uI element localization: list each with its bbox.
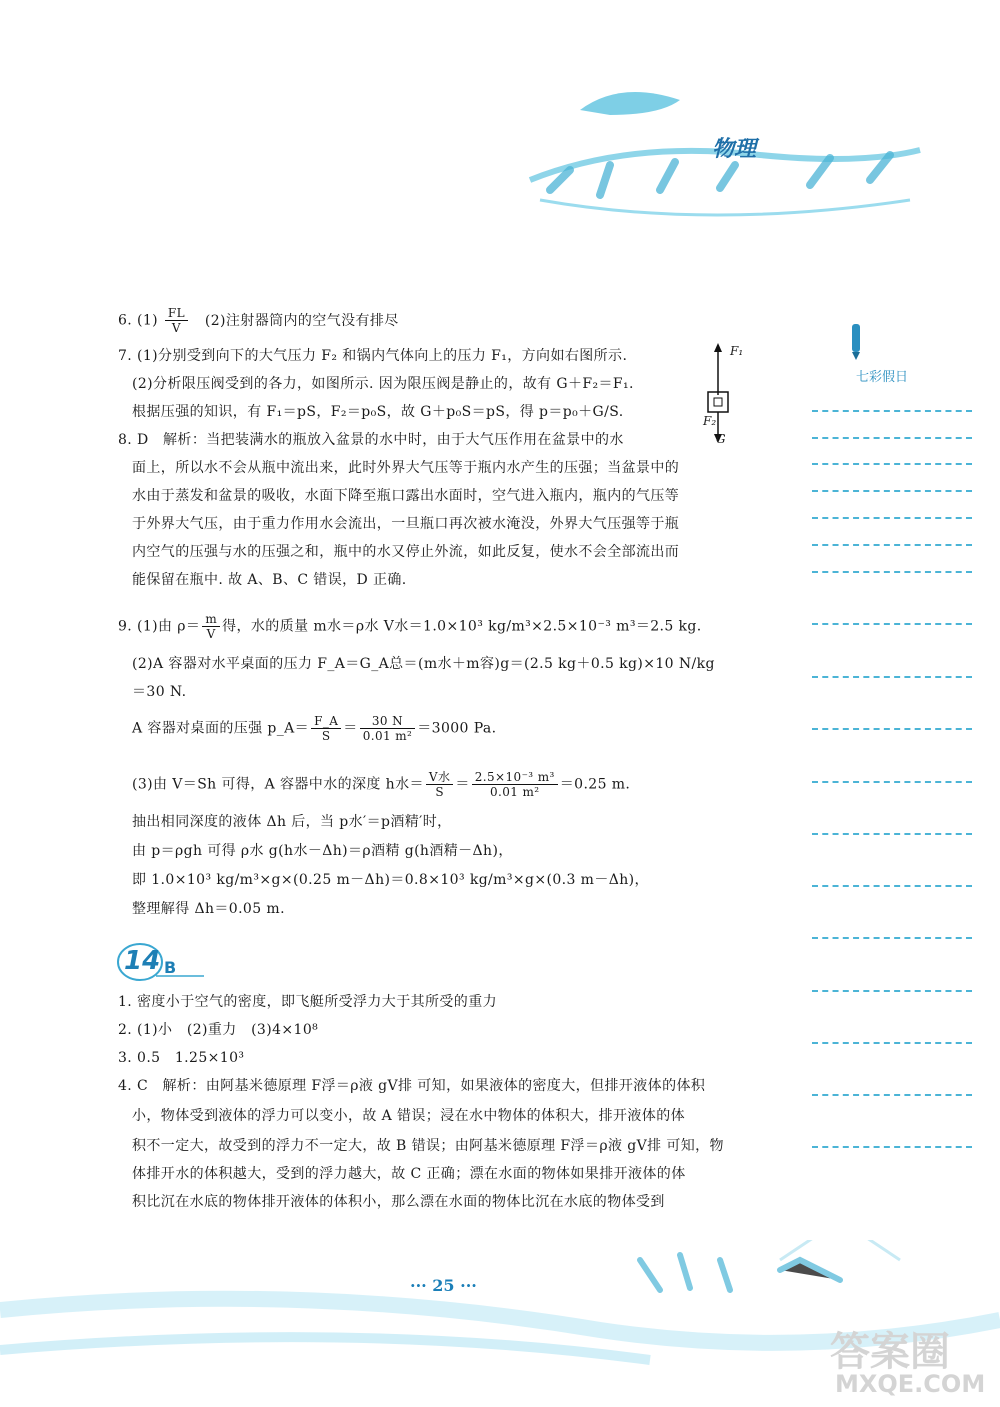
note-line [812,728,972,730]
answer-8-line1: 8. D 解析：当把装满水的瓶放入盆景的水中时，由于大气压作用在盆景中的水 [118,432,624,448]
answer-s14-4-line5: 积比沉在水底的物体排开液体的体积小，那么漂在水面的物体比沉在水底的物体受到 [132,1194,665,1210]
answer-s14-1: 1. 密度小于空气的密度，即飞艇所受浮力大于其所受的重力 [118,994,498,1010]
answer-8-line2: 面上，所以水不会从瓶中流出来，此时外界大气压等于瓶内水产生的压强；当盆景中的 [132,460,680,476]
fraction-volume: $\frac{\text{2.5×10⁻³ m³}}{\text{0.01 m²}}$ [472,770,558,799]
answer-7-line3: 根据压强的知识，有 F₁＝pS，F₂＝p₀S，故 G＋p₀S＝pS，得 p＝p₀＋G/S. [132,404,624,420]
answer-s14-3: 3. 0.5 1.25×10³ [118,1050,245,1066]
answer-s14-4-line3: 积不一定大，故受到的浮力不一定大，故 B 错误；由阿基米德原理 F浮＝ρ液 gV排 可知，物 [132,1138,724,1154]
watermark-logo: 答案圈 [830,1329,950,1375]
note-line [812,1094,972,1096]
force-label-g: G [716,432,726,446]
answer-9-line4: A 容器对桌面的压强 p_A＝ $\frac{F\_A}{S}$ ＝ $\frac{30 N}{\text{0.01 m²}}$ ＝3000 Pa. [132,714,497,743]
section-letter: B [164,958,177,977]
answer-9-line6: 抽出相同深度的液体 Δh 后，当 p水′＝p酒精′时， [132,814,452,830]
pen-icon [846,322,866,362]
watermark-url: MXQE.COM [835,1370,986,1398]
force-label-f2: F₂ [703,414,717,428]
note-line [812,623,972,625]
answer-7-line2: (2)分析限压阀受到的各力，如图所示. 因为限压阀是静止的，故有 G＋F₂＝F₁. [132,376,634,392]
fraction-fl-v: $\frac{FL}{V}$ [165,306,188,335]
answer-9-line8: 即 1.0×10³ kg/m³×g×(0.25 m－Δh)＝0.8×10³ kg/m³×g×(0.3 m－Δh)， [132,872,649,888]
note-line [812,990,972,992]
page-number: ··· 25 ··· [410,1276,477,1295]
force-label-f1: F₁ [730,344,744,358]
answer-9-line1: 9. (1)由 ρ＝ $\frac{m}{V}$ 得，水的质量 m水＝ρ水 V水＝1.0×10³ kg/m³×2.5×10⁻³ m³＝2.5 kg. [118,612,702,641]
answer-9-line2: (2)A 容器对水平桌面的压力 F_A＝G_A总＝(m水＋m容)g＝(2.5 kg＋0.5 kg)×10 N/kg [132,656,715,672]
note-line [812,781,972,783]
answer-8-line5: 内空气的压强与水的压强之和，瓶中的水又停止外流，如此反复，使水不会全部流出而 [132,544,680,560]
note-line [812,937,972,939]
note-line [812,571,972,573]
answer-7-line1: 7. (1)分别受到向下的大气压力 F₂ 和锅内气体向上的压力 F₁，方向如右图所示. [118,348,628,364]
fraction-30n: $\frac{30 N}{\text{0.01 m²}}$ [360,714,416,743]
section-number: 14 [124,946,161,976]
answer-s14-2: 2. (1)小 (2)重力 (3)4×10⁸ [118,1022,319,1038]
note-line [812,676,972,678]
fraction-fa-s: $\frac{F\_A}{S}$ [311,714,341,743]
sidebar-label: 七彩假日 [856,370,909,385]
fraction-m-v: $\frac{m}{V}$ [202,612,220,641]
note-line [812,1042,972,1044]
answer-9-line9: 整理解得 Δh＝0.05 m. [132,901,285,917]
note-line [812,517,972,519]
answer-9-line3: ＝30 N. [132,684,187,700]
answer-8-line3: 水由于蒸发和盆景的吸收，水面下降至瓶口露出水面时，空气进入瓶内，瓶内的气压等 [132,488,680,504]
note-line [812,833,972,835]
note-line [812,463,972,465]
note-line [812,1146,972,1148]
answer-6: 6. (1) $\frac{FL}{V}$ (2)注射器筒内的空气没有排尽 [118,306,399,335]
answer-8-line4: 于外界大气压，由于重力作用水会流出，一旦瓶口再次被水淹没，外界大气压强等于瓶 [132,516,680,532]
note-line [812,490,972,492]
answer-s14-4-line4: 体排开水的体积越大，受到的浮力越大，故 C 正确；漂在水面的物体如果排开液体的体 [132,1166,686,1182]
note-line [812,437,972,439]
answer-9-line5: (3)由 V＝Sh 可得，A 容器中水的深度 h水＝ $\frac{\text{V水}}{S}$ ＝ $\frac{\text{2.5×10⁻³ m³}}{\text{0.01 m²}}$ ＝0.25 m. [132,770,631,799]
answer-9-line7: 由 p＝ρgh 可得 ρ水 g(h水－Δh)＝ρ酒精 g(h酒精－Δh)， [132,843,513,859]
note-line [812,410,972,412]
note-line [812,885,972,887]
fraction-v-s: $\frac{\text{V水}}{S}$ [426,770,453,799]
note-line [812,544,972,546]
answer-s14-4-line1: 4. C 解析：由阿基米德原理 F浮＝ρ液 gV排 可知，如果液体的密度大，但排开液体的体积 [118,1078,706,1094]
header-subject-title: 物理 [712,137,757,162]
answer-8-line6: 能保留在瓶中. 故 A、B、C 错误，D 正确. [132,572,407,588]
answer-s14-4-line2: 小，物体受到液体的浮力可以变小，故 A 错误；浸在水中物体的体积大，排开液体的体 [132,1108,686,1124]
